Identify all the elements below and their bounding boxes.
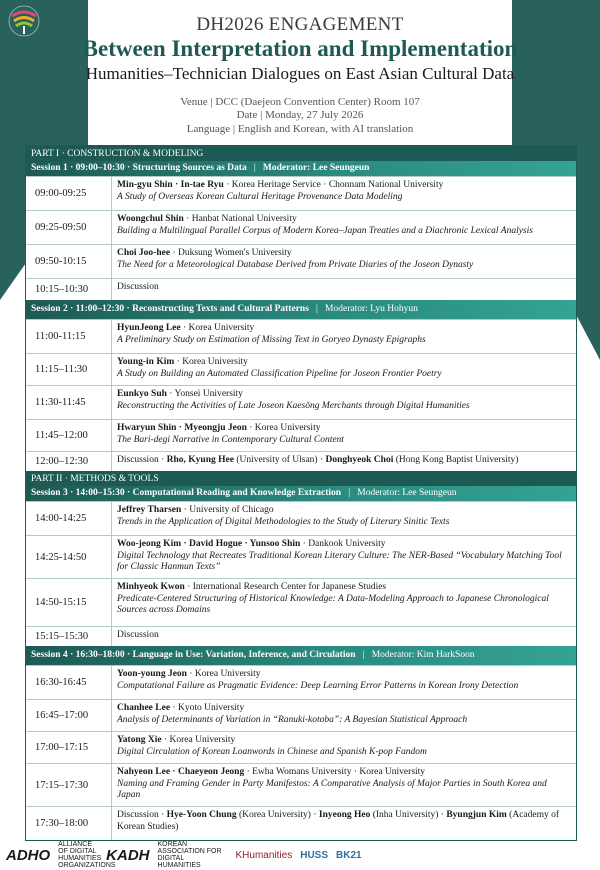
huss-logo: HUSS <box>300 849 329 861</box>
talk-body <box>112 536 576 578</box>
talk-time: 17:00–17:15 <box>26 732 112 763</box>
session-2-header <box>26 300 576 319</box>
table-row <box>26 244 576 278</box>
kadh-logo-text: KOREAN ASSOCIATION FOR DIGITAL HUMANITIES <box>157 841 222 869</box>
talk-title: Analysis of Determinants of Variation in “Ranuki-kotoba”: A Bayesian Statistical Approach <box>117 714 468 725</box>
session-2-talks <box>26 319 576 451</box>
talk-affiliation: · Korea Heritage Service · Chonnam National University <box>223 180 444 190</box>
talk-speakers: Chanhee Lee <box>117 703 171 713</box>
talk-title: Reconstructing the Activities of Late Joseon Kaesŏng Merchants through Digital Humanities <box>117 400 470 411</box>
talk-time: 16:30-16:45 <box>26 666 112 699</box>
talk-time: 09:25-09:50 <box>26 211 112 244</box>
talk-body <box>112 627 576 646</box>
talk-speakers: Nahyeon Lee · Chaeyeon Jeong <box>117 767 245 777</box>
talk-body <box>112 732 576 763</box>
talk-time: 12:00–12:30 <box>26 452 112 471</box>
talk-title: A Study of Overseas Korean Cultural Heritage Provenance Data Modeling <box>117 191 403 202</box>
page-subtitle: Humanities–Technician Dialogues on East Asian Cultural Data <box>85 64 515 83</box>
talk-time: 17:15–17:30 <box>26 764 112 806</box>
talk-affiliation: · Korea University <box>186 669 261 679</box>
table-row <box>26 353 576 385</box>
session-label: Session 2 · 11:00–12:30 · Reconstructing Texts and Cultural Patterns <box>31 304 309 314</box>
talk-body <box>112 807 576 840</box>
talk-affiliation: · International Research Center for Japanese Studies <box>184 582 387 592</box>
discussion-label: Discussion <box>117 630 159 640</box>
talk-affiliation: · Korea University <box>174 357 248 367</box>
talk-speakers: Eunkyo Suh <box>117 389 167 399</box>
talk-time: 11:00-11:15 <box>26 320 112 353</box>
talk-title: Naming and Framing Gender in Party Manifestos: A Comparative Analysis of Major Parties in South Korea and Japan <box>117 778 547 801</box>
separator: | <box>316 304 318 314</box>
talk-speakers: Hwaryun Shin · Myeongju Jeon <box>117 423 247 433</box>
venue-line: Venue | DCC (Daejeon Convention Center) Room 107 <box>180 96 420 108</box>
talk-body <box>112 279 576 300</box>
session-4-talks <box>26 665 576 806</box>
session-3-header <box>26 486 576 501</box>
talk-speakers: Woo-jeong Kim · David Hogue · Yunsoo Shin <box>117 539 301 549</box>
talk-body <box>112 452 576 471</box>
discussion-label: Discussion · <box>117 810 167 820</box>
talk-time: 14:50-15:15 <box>26 579 112 626</box>
table-row <box>26 731 576 763</box>
discussant: Hye-Yoon Chung <box>166 810 237 820</box>
talk-title: Predicate-Centered Structuring of Historical Knowledge: A Data-Modeling Approach to Japanese Chronological Sources across Domains <box>117 593 549 616</box>
discussant: Rho, Kyung Hee <box>166 455 234 465</box>
page-title: Between Interpretation and Implementation <box>82 36 518 61</box>
part-2-header: PART II · METHODS & TOOLS <box>26 471 576 486</box>
separator: | <box>253 163 256 173</box>
talk-title: Digital Circulation of Korean Loanwords in Chinese and Spanish K-pop Fandom <box>117 746 427 757</box>
talk-body <box>112 320 576 353</box>
talk-body <box>112 245 576 278</box>
table-row <box>26 278 576 300</box>
session-moderator: Moderator: Lyu Hohyun <box>325 304 418 314</box>
talk-body <box>112 386 576 419</box>
talk-title: The Need for a Meteorological Database Derived from Private Diaries of the Joseon Dynasty <box>117 259 474 270</box>
talk-body <box>112 579 576 626</box>
talk-title: A Study on Building an Automated Classification Pipeline for Joseon Frontier Poetry <box>117 368 442 379</box>
talk-affiliation: · Yonsei University <box>166 389 243 399</box>
talk-speakers: HyunJeong Lee <box>117 323 181 333</box>
talk-time: 09:50-10:15 <box>26 245 112 278</box>
talk-body <box>112 502 576 535</box>
talk-affiliation: · Ewha Womans University · Korea University <box>244 767 426 777</box>
talk-time: 15:15–15:30 <box>26 627 112 646</box>
adho-logo: ADHO <box>6 846 51 864</box>
talk-time: 11:30-11:45 <box>26 386 112 419</box>
adho-logo-text: ALLIANCE OF DIGITAL HUMANITIES ORGANIZATIONS <box>58 841 116 869</box>
session-1-header <box>26 161 576 176</box>
talk-time: 14:00-14:25 <box>26 502 112 535</box>
session-4-header <box>26 646 576 665</box>
talk-speakers: Young-in Kim <box>117 357 175 367</box>
talk-affiliation: · Dankook University <box>300 539 386 549</box>
table-row <box>26 319 576 353</box>
talk-affiliation: · Korea University <box>246 423 321 433</box>
discussant-aff: (Hong Kong Baptist University) <box>393 455 519 465</box>
table-row <box>26 699 576 731</box>
talk-speakers: Woongchul Shin <box>117 214 184 224</box>
talk-time: 16:45–17:00 <box>26 700 112 731</box>
table-row <box>26 385 576 419</box>
talk-affiliation: · Hanbat National University <box>183 214 297 224</box>
khumanities-logo: KHumanities <box>235 849 293 861</box>
talk-affiliation: · Kyoto University <box>170 703 245 713</box>
part-1-header: PART I · CONSTRUCTION & MODELING <box>26 146 576 161</box>
talk-title: Computational Failure as Pragmatic Evidence: Deep Learning Error Patterns in Korean Irony Detection <box>117 680 519 691</box>
talk-time: 14:25-14:50 <box>26 536 112 578</box>
discussant: Donghyeok Choi <box>325 455 394 465</box>
talk-affiliation: · Korea University <box>180 323 255 333</box>
language-line: Language | English and Korean, with AI translation <box>186 123 414 135</box>
session-1-talks <box>26 176 576 278</box>
separator: | <box>348 488 351 498</box>
talk-affiliation: · University of Chicago <box>181 505 274 515</box>
table-row <box>26 451 576 471</box>
talk-body <box>112 211 576 244</box>
talk-body <box>112 354 576 385</box>
discussant-aff: (Inha University) · <box>370 810 447 820</box>
table-row <box>26 176 576 210</box>
discussant-aff: (Korea University) · <box>236 810 319 820</box>
discussion-label: Discussion · <box>117 455 167 465</box>
talk-affiliation: · Duksung Women's University <box>170 248 292 258</box>
talk-time: 10:15–10:30 <box>26 279 112 300</box>
talk-title: Building a Multilingual Parallel Corpus of Modern Korea–Japan Treaties and a Diachronic Lexical Analysis <box>117 225 533 236</box>
table-row <box>26 535 576 578</box>
discussant-aff: (Academy of Korean Studies) <box>117 810 560 832</box>
event-name: DH2026 ENGAGEMENT <box>196 14 404 35</box>
talk-speakers: Yatong Xie <box>117 735 162 745</box>
table-row <box>26 806 576 840</box>
talk-title: A Preliminary Study on Estimation of Missing Text in Goryeo Dynasty Epigraphs <box>117 334 426 345</box>
discussant: Inyeong Heo <box>318 810 371 820</box>
talk-speakers: Minhyeok Kwon <box>117 582 185 592</box>
table-row <box>26 419 576 451</box>
session-label: Session 4 · 16:30–18:00 · Language in Use: Variation, Inference, and Circulation <box>31 650 356 660</box>
table-row <box>26 763 576 806</box>
session-moderator: Moderator: Lee Seungeun <box>357 488 457 498</box>
talk-time: 11:15–11:30 <box>26 354 112 385</box>
talk-speakers: Choi Joo-hee <box>117 248 171 258</box>
talk-time: 17:30–18:00 <box>26 807 112 840</box>
talk-body <box>112 700 576 731</box>
session-moderator: Moderator: Lee Seungeun <box>262 163 370 173</box>
talk-speakers: Min-gyu Shin · In-tae Ryu <box>117 180 224 190</box>
session-label: Session 1 · 09:00–10:30 · Structuring Sources as Data <box>31 163 247 173</box>
talk-speakers: Jeffrey Tharsen <box>117 505 182 515</box>
table-row <box>26 578 576 626</box>
talk-title: Digital Technology that Recreates Traditional Korean Literary Culture: The NER-Based “Vocabulary Matching Tool for Classic Hanmun Texts” <box>117 550 562 573</box>
sponsor-logos <box>0 840 600 870</box>
table-row <box>26 210 576 244</box>
schedule-table <box>25 145 577 841</box>
bk21-logo: BK21 <box>336 849 362 861</box>
kadh-logo: KADH <box>106 846 150 864</box>
discussant-aff: (University of Ulsan) · <box>233 455 326 465</box>
talk-title: Trends in the Application of Digital Methodologies to the Study of Literary Sinitic Texts <box>117 516 450 527</box>
session-3-talks <box>26 501 576 626</box>
discussion-label: Discussion <box>117 282 159 292</box>
talk-time: 11:45–12:00 <box>26 420 112 451</box>
talk-body <box>112 420 576 451</box>
talk-affiliation: · Korea University <box>161 735 236 745</box>
talk-body <box>112 177 576 210</box>
table-row <box>26 665 576 699</box>
talk-body <box>112 764 576 806</box>
header <box>0 0 600 145</box>
separator: | <box>362 650 365 660</box>
discussant: Byungjun Kim <box>446 810 507 820</box>
talk-body <box>112 666 576 699</box>
date-line: Date | Monday, 27 July 2026 <box>236 109 364 121</box>
session-label: Session 3 · 14:00–15:30 · Computational Reading and Knowledge Extraction <box>31 488 342 498</box>
talk-title: The Bari-degi Narrative in Contemporary Cultural Content <box>117 434 344 445</box>
table-row <box>26 626 576 646</box>
talk-time: 09:00-09:25 <box>26 177 112 210</box>
table-row <box>26 501 576 535</box>
talk-speakers: Yoon-young Jeon <box>117 669 187 679</box>
session-moderator: Moderator: Kim HarkSoon <box>371 650 475 660</box>
